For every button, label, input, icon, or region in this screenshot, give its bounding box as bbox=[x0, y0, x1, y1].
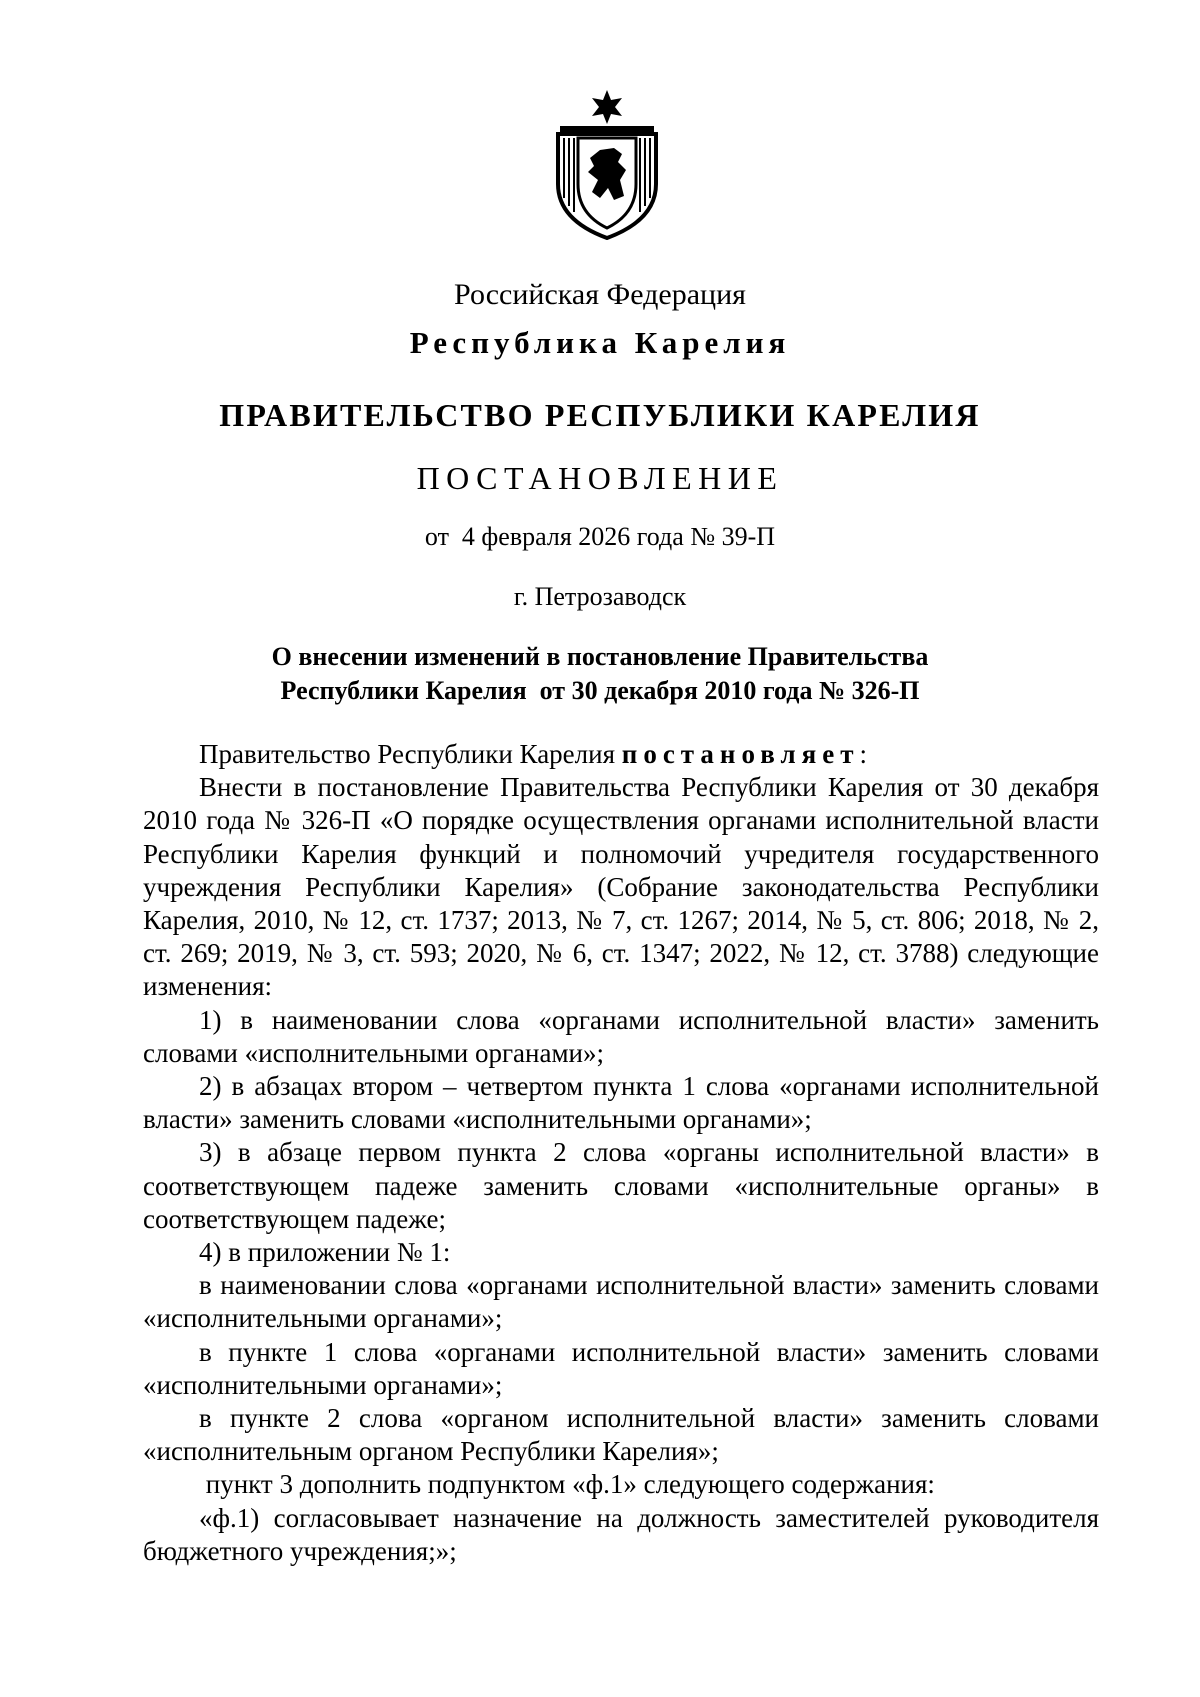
document-city: г. Петрозаводск bbox=[513, 582, 687, 611]
body-paragraph: 1) в наименовании слова «органами исполнительной власти» заменить словами «исполнительными органами»; bbox=[143, 1004, 1099, 1068]
body-paragraph: в пункте 2 слова «органом исполнительной власти» заменить словами «исполнительным органом Республики Карелия»; bbox=[143, 1403, 1099, 1467]
country-name: Российская Федерация bbox=[454, 278, 746, 311]
body-paragraph: в пункте 1 слова «органами исполнительной власти» заменить словами «исполнительными органами»; bbox=[143, 1336, 1099, 1400]
intro-paragraph: Правительство Республики Карелия постановляет: bbox=[199, 739, 868, 769]
title-line: О внесении изменений в постановление Правительства bbox=[271, 642, 929, 671]
resolves-word: постановляет bbox=[621, 739, 860, 769]
body-paragraph: 2) в абзацах втором – четвертом пункта 1 слова «органами исполнительной власти» заменить словами «исполнительными органами»; bbox=[143, 1071, 1099, 1135]
government-name: ПРАВИТЕЛЬСТВО РЕСПУБЛИКИ КАРЕЛИЯ bbox=[219, 397, 981, 433]
body-paragraph: «ф.1) согласовывает назначение на должность заместителей руководителя бюджетного учреждения;»; bbox=[143, 1502, 1099, 1566]
body-paragraph: 3) в абзаце первом пункта 2 слова «органы исполнительной власти» в соответствующем падеже заменить словами «исполнительные органы» в соответствующем падеже; bbox=[143, 1137, 1099, 1234]
title-line: Республики Карелия от 30 декабря 2010 года № 326-П bbox=[280, 676, 920, 705]
document-title bbox=[0, 640, 1200, 708]
coat-of-arms-icon bbox=[542, 88, 672, 240]
body-paragraph: 4) в приложении № 1: bbox=[199, 1237, 451, 1268]
coat-of-arms-emblem bbox=[542, 88, 672, 240]
document-type: ПОСТАНОВЛЕНИЕ bbox=[416, 460, 784, 496]
document-body bbox=[143, 738, 1099, 1568]
body-paragraph: в наименовании слова «органами исполнительной власти» заменить словами «исполнительными органами»; bbox=[143, 1270, 1099, 1334]
body-paragraph: пункт 3 дополнить подпунктом «ф.1» следующего содержания: bbox=[199, 1469, 935, 1500]
document-date-number: от 4 февраля 2026 года № 39-П bbox=[424, 522, 776, 551]
republic-name: Республика Карелия bbox=[409, 325, 791, 360]
body-paragraph: Внести в постановление Правительства Республики Карелия от 30 декабря 2010 года № 326-П «О порядке осуществления органами исполнительной власти Республики Карелия функций и полномочий учредителя государственного учреждения Республики Карелия» (Собрание законодательства Республики Карелия, 2010, № 12, ст. 1737; 2013, № 7, ст. 1267; 2014, № 5, ст. 806; 2018, № 2, ст. 269; 2019, № 3, ст. 593; 2020, № 6, ст. 1347; 2022, № 12, ст. 3788) следующие изменения: bbox=[143, 772, 1099, 1002]
